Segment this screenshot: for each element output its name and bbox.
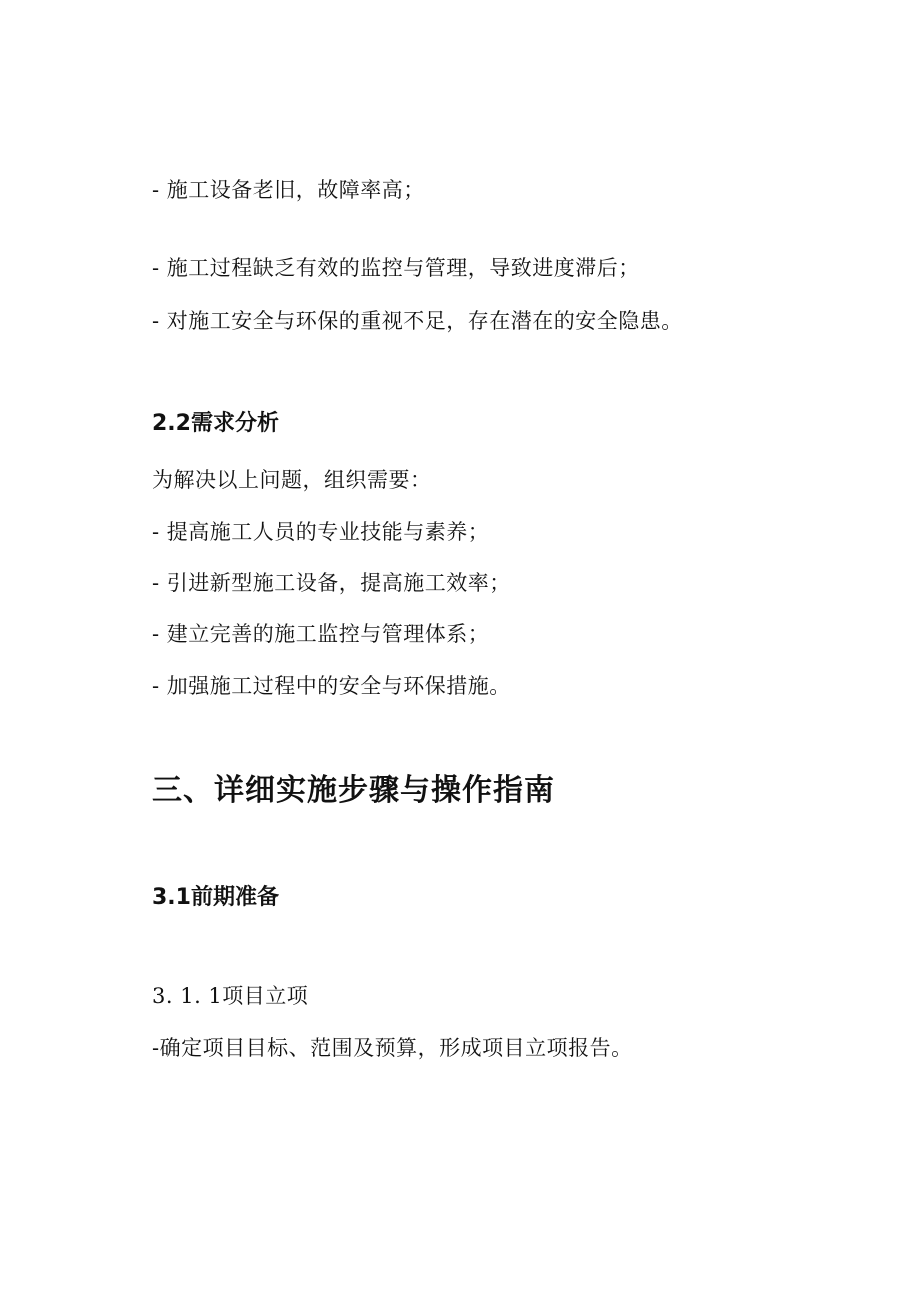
bullet-monitoring-system: - 建立完善的施工监控与管理体系； bbox=[152, 622, 490, 646]
heading-chapter-3: 三、详细实施步骤与操作指南 bbox=[152, 773, 555, 808]
bullet-equipment: - 引进新型施工设备，提高施工效率； bbox=[152, 571, 511, 595]
bullet-skills: - 提高施工人员的专业技能与素养； bbox=[152, 520, 490, 544]
bullet-monitoring-lacking: - 施工过程缺乏有效的监控与管理，导致进度滞后； bbox=[152, 256, 640, 280]
bullet-project-approval: -确定项目目标、范围及预算，形成项目立项报告。 bbox=[152, 1036, 633, 1060]
bullet-safety-measures: - 加强施工过程中的安全与环保措施。 bbox=[152, 674, 511, 698]
heading-2-2: 2.2需求分析 bbox=[152, 411, 279, 436]
heading-3-1: 3.1前期准备 bbox=[152, 885, 279, 910]
paragraph-intro: 为解决以上问题，组织需要： bbox=[152, 468, 432, 492]
bullet-safety-environment: - 对施工安全与环保的重视不足，存在潜在的安全隐患。 bbox=[152, 309, 683, 333]
heading-3-1-1: 3. 1. 1项目立项 bbox=[152, 984, 309, 1008]
bullet-equipment-aging: - 施工设备老旧，故障率高； bbox=[152, 178, 425, 202]
